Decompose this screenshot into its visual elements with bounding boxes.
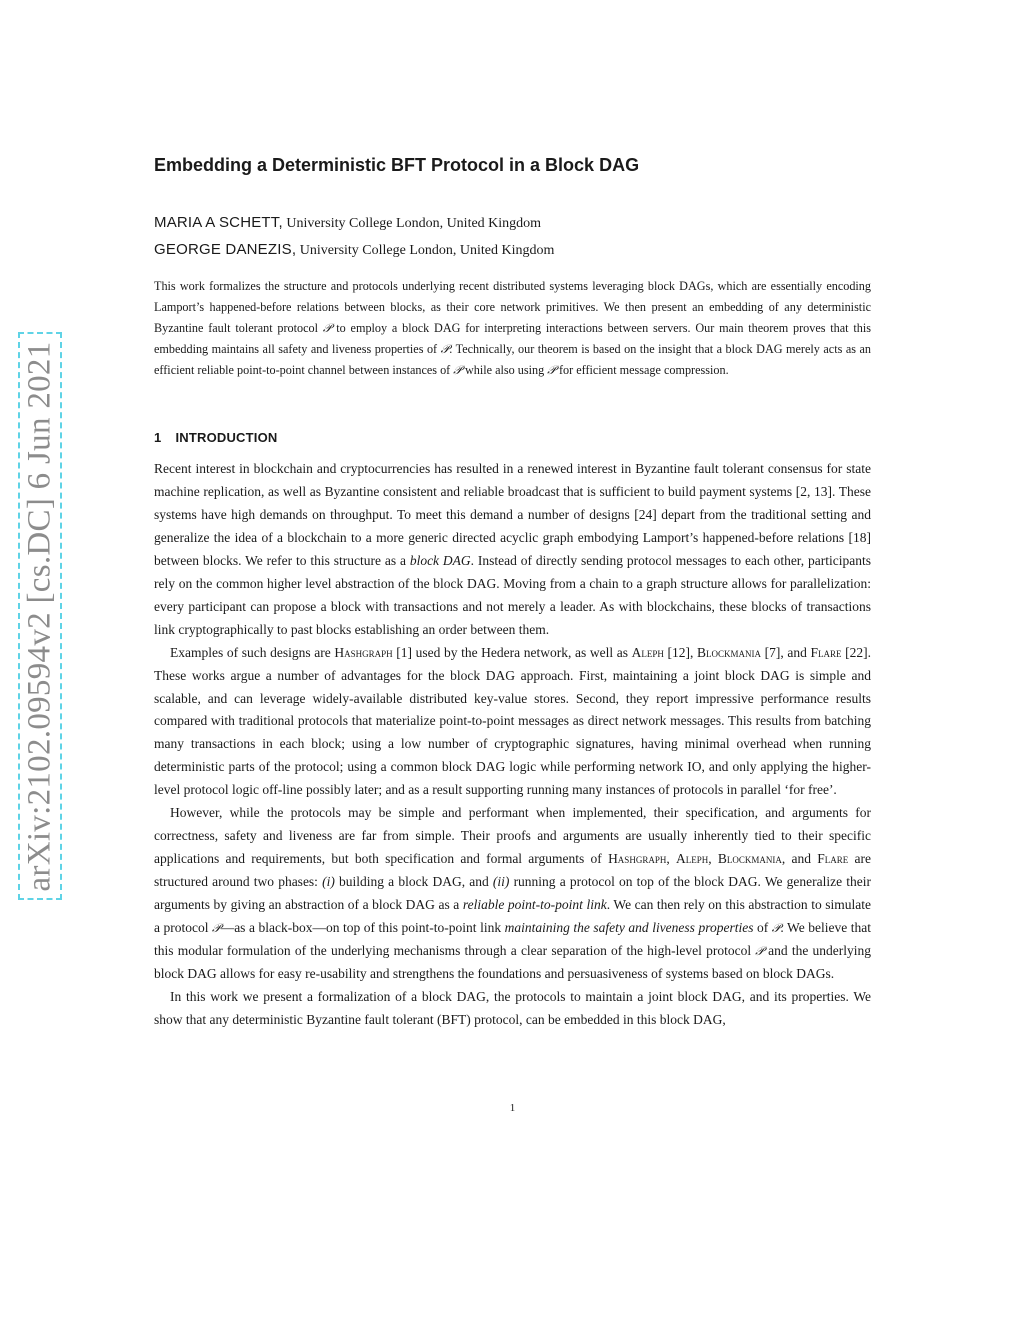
paragraph-text: of xyxy=(753,920,772,936)
paragraph-text: [1] used by the Hedera network, as well as xyxy=(392,644,632,660)
paragraph-text: and the underlying block DAG allows for easy re-usability and strengthens the foundations and persuasiveness of systems based on block DAGs. xyxy=(154,943,871,981)
paragraph-text: , and xyxy=(781,851,818,867)
paragraph-text: [22]. These works argue a number of advantages for the block DAG approach. First, maintaining a joint block DAG is simple and scalable, and can leverage widely-available distributed key-value stores. Second, they report impressive performance results compared with traditional protocols that materialize point-to-point messages as direct network messages. This results from batching many transactions in each block; using a low number of cryptographic signatures, having minimal overhead when running deterministic parts of the protocol; using a common block DAG logic while performing network IO, and only applying the higher-level protocol logic off-line possibly later; and as a result supporting running many instances of protocols in parallel ‘for free’. xyxy=(154,644,872,798)
arxiv-stamp xyxy=(18,332,62,900)
author-line xyxy=(154,241,554,259)
system-name: Blockmania xyxy=(717,851,782,867)
paragraph xyxy=(154,458,871,642)
section-title: INTRODUCTION xyxy=(175,430,278,445)
system-name: Flare xyxy=(810,644,842,660)
protocol-symbol: 𝒫 xyxy=(771,921,781,936)
emphasis: (i) xyxy=(322,874,335,890)
system-name: Flare xyxy=(817,851,849,867)
section-heading xyxy=(154,430,278,445)
paragraph-text: running a protocol on top of the block DAG. We generalize their arguments by giving an abstraction of a block DAG as a xyxy=(154,874,871,913)
protocol-symbol: 𝒫 xyxy=(453,362,462,377)
protocol-symbol: 𝒫 xyxy=(212,921,221,936)
system-name: Aleph xyxy=(675,851,709,867)
abstract-text: . Technically, our theorem is based on the insight that a block DAG merely acts as an efficient reliable point-to-point channel between instances of xyxy=(154,341,871,377)
abstract-text: to employ a block DAG for interpreting interactions between servers. Our main theorem proves that this embedding maintains all safety and liveness properties of xyxy=(154,320,871,356)
system-name: Hashgraph xyxy=(334,644,393,660)
page-number: 1 xyxy=(509,1102,516,1114)
paragraph-text: . We can then rely on this abstraction to simulate a protocol xyxy=(154,897,871,936)
paragraph xyxy=(154,642,871,803)
author-affiliation: University College London, United Kingdom xyxy=(286,216,542,231)
author-name: GEORGE DANEZIS, xyxy=(154,241,297,258)
protocol-symbol: 𝒫 xyxy=(547,362,556,377)
system-name: Hashgraph xyxy=(608,851,667,867)
paragraph-text: . Instead of directly sending protocol messages to each other, participants rely on the common higher level abstraction of the block DAG. Moving from a chain to a graph structure allows for parallelization: every participant can propose a block with transactions and not merely a leader. As with blockchains, these blocks of transactions link cryptographically to past blocks establishing an order between them. xyxy=(154,552,871,637)
protocol-symbol: 𝒫 xyxy=(322,320,332,335)
paragraph-text: —as a black-box—on top of this point-to-point link xyxy=(220,920,505,936)
abstract-text: for efficient message compression. xyxy=(555,362,729,377)
protocol-symbol: 𝒫 xyxy=(440,341,450,356)
paragraph-text: are structured around two phases: xyxy=(154,851,872,890)
paragraph-text: , xyxy=(708,851,718,867)
emphasis: (ii) xyxy=(492,874,510,890)
system-name: Blockmania xyxy=(697,644,762,660)
paragraph-text: However, while the protocols may be simple and performant when implemented, their specification, and arguments for correctness, safety and liveness are far from simple. Their proofs and arguments are usually inherently tied to their specific applications and requirements, but both specification and formal arguments of xyxy=(154,805,871,867)
section-number: 1 xyxy=(154,430,162,445)
abstract xyxy=(154,276,871,381)
abstract-text: while also using xyxy=(461,362,548,377)
system-name: Aleph xyxy=(631,644,664,660)
paragraph xyxy=(154,802,871,986)
paragraph-text: , xyxy=(666,851,676,867)
paragraph-text: [7], and xyxy=(761,644,811,660)
arxiv-identifier: arXiv:2102.09594v2 [cs.DC] 6 Jun 2021 xyxy=(21,340,58,892)
author-line xyxy=(154,214,541,232)
author-name: MARIA A SCHETT, xyxy=(154,214,283,231)
section-body xyxy=(154,458,871,1032)
emphasis: reliable point-to-point link xyxy=(462,897,607,913)
paragraph-text: Examples of such designs are xyxy=(170,644,335,660)
protocol-symbol: 𝒫 xyxy=(755,944,764,959)
paragraph-text: Recent interest in blockchain and cryptocurrencies has resulted in a renewed interest in Byzantine fault tolerant consensus for state machine replication, as well as Byzantine consistent and reliable broadcast that is sufficient to build payment systems [2, 13]. These systems have high demands on throughput. To meet this demand a number of designs [24] depart from the traditional setting and generalize the idea of a blockchain to a more generic directed acyclic graph embodying Lamport’s happened-before relations [18] between blocks. We refer to this structure as a xyxy=(154,461,871,568)
paper-title: Embedding a Deterministic BFT Protocol in a Block DAG xyxy=(154,155,640,175)
emphasis: maintaining the safety and liveness properties xyxy=(504,920,754,936)
paragraph-text: building a block DAG, and xyxy=(334,874,493,890)
author-affiliation: University College London, United Kingdom xyxy=(299,243,555,258)
paragraph-text: [12], xyxy=(663,644,697,660)
abstract-text: This work formalizes the structure and protocols underlying recent distributed systems leveraging block DAGs, which are essentially encoding Lamport’s happened-before relations between blocks, as their core network primitives. We then present an embedding of any deterministic Byzantine fault tolerant protocol xyxy=(154,279,871,335)
emphasis: block DAG xyxy=(409,552,471,568)
paragraph-text: . We believe that this modular formulation of the underlying mechanisms through a clear separation of the high-level protocol xyxy=(154,920,871,959)
paragraph: In this work we present a formalization of a block DAG, the protocols to maintain a joint block DAG, and its properties. We show that any deterministic Byzantine fault tolerant (BFT) protocol, can be embedded in this block DAG, xyxy=(154,988,871,1027)
